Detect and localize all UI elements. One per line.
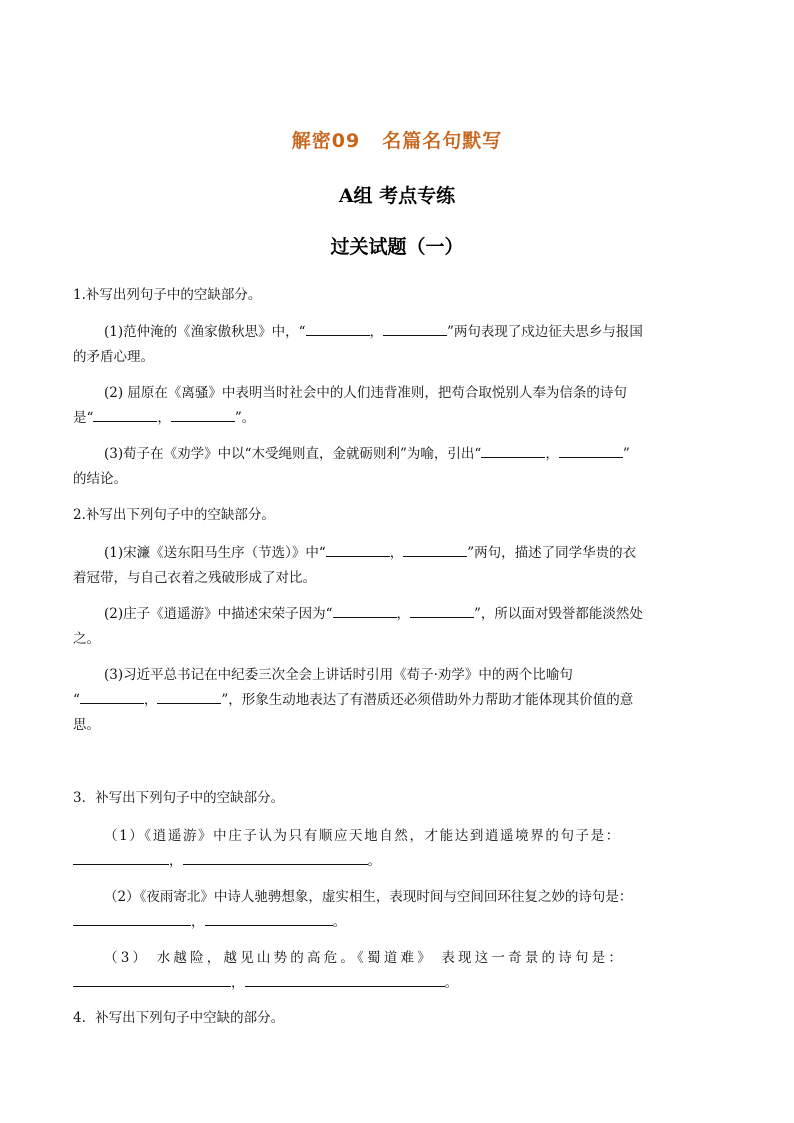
q2-s3-line1: (3)习近平总书记在中纪委三次全会上讲话时引用《荀子·劝学》中的两个比喻句 xyxy=(104,667,573,683)
title-suffix: 名篇名句默写 xyxy=(382,130,503,152)
q3-s2-line2: ， 。 xyxy=(73,910,346,930)
q2-s1-line2: 着冠带，与自己衣着之残破形成了对比。 xyxy=(73,570,316,586)
q3-stem: 3．补写出下列句子中的空缺部分。 xyxy=(73,790,285,806)
q1-s1-line1: (1)范仲淹的《渔家傲秋思》中，“ ， ”两句表现了戍边征夫思乡与报国 xyxy=(104,324,643,340)
q2-s2-line1: (2)庄子《逍遥游》中描述宋荣子因为“ ， ”，所以面对毁誉都能淡然处 xyxy=(104,606,643,622)
answer-blank[interactable] xyxy=(73,852,169,865)
title-prefix: 解密09 xyxy=(291,130,361,152)
q2-s3-line3: 思。 xyxy=(73,717,100,733)
answer-blank[interactable] xyxy=(73,913,191,926)
answer-blank[interactable] xyxy=(410,605,474,618)
answer-blank[interactable] xyxy=(481,445,545,458)
answer-blank[interactable] xyxy=(306,323,370,336)
q1-s2-line1: (2) 屈原在《离骚》中表明当时社会中的人们违背准则，把苟合取悦别人奉为信条的诗句 xyxy=(104,385,627,401)
q1-s2-line2: 是“ ， ”。 xyxy=(73,410,256,426)
test-title: 过关试题（一） xyxy=(330,236,464,258)
answer-blank[interactable] xyxy=(245,974,445,987)
answer-blank[interactable] xyxy=(326,544,390,557)
q2-stem: 2.补写出下列句子中的空缺部分。 xyxy=(73,507,275,523)
q2-s1-line1: (1)宋濂《送东阳马生序（节选）》中“ ， ”两句，描述了同学华贵的衣 xyxy=(104,545,637,561)
q2-s3-line2: “ ， ”，形象生动地表达了有潜质还必须借助外力帮助才能体现其价值的意 xyxy=(73,692,634,708)
answer-blank[interactable] xyxy=(403,544,467,557)
page-title xyxy=(0,126,794,153)
group-title: A组 考点专练 xyxy=(338,185,456,207)
answer-blank[interactable] xyxy=(559,445,623,458)
q3-s3-line2: ， 。 xyxy=(73,971,458,991)
answer-blank[interactable] xyxy=(93,409,157,422)
q3-s1-line1: （1）《逍遥游》中庄子认为只有顺应天地自然，才能达到逍遥境界的句子是： xyxy=(104,828,621,844)
answer-blank[interactable] xyxy=(183,852,368,865)
q1-stem: 1.补写出列句子中的空缺部分。 xyxy=(73,287,262,303)
answer-blank[interactable] xyxy=(157,691,221,704)
q2-s2-line2: 之。 xyxy=(73,631,100,647)
q1-s3-line2: 的结论。 xyxy=(73,471,127,487)
answer-blank[interactable] xyxy=(73,974,231,987)
answer-blank[interactable] xyxy=(171,409,235,422)
q3-s1-line2: ， 。 xyxy=(73,849,381,869)
q1-s1-line2: 的矛盾心理。 xyxy=(73,349,154,365)
answer-blank[interactable] xyxy=(333,605,397,618)
answer-blank[interactable] xyxy=(80,691,144,704)
q1-s3-line1: (3)荀子在《劝学》中以“木受绳则直，金就砺则利”为喻，引出“ ， ” xyxy=(104,446,630,462)
q3-s2-line1: （2）《夜雨寄北》中诗人驰骋想象，虚实相生，表现时间与空间回环往复之妙的诗句是： xyxy=(104,889,633,905)
q3-s3-line1: （3） 水越险，越见山势的高危。《蜀道难》 表现这一奇景的诗句是： xyxy=(104,950,626,966)
answer-blank[interactable] xyxy=(205,913,333,926)
q4-stem: 4．补写出下列句子中空缺的部分。 xyxy=(73,1010,285,1026)
answer-blank[interactable] xyxy=(383,323,447,336)
